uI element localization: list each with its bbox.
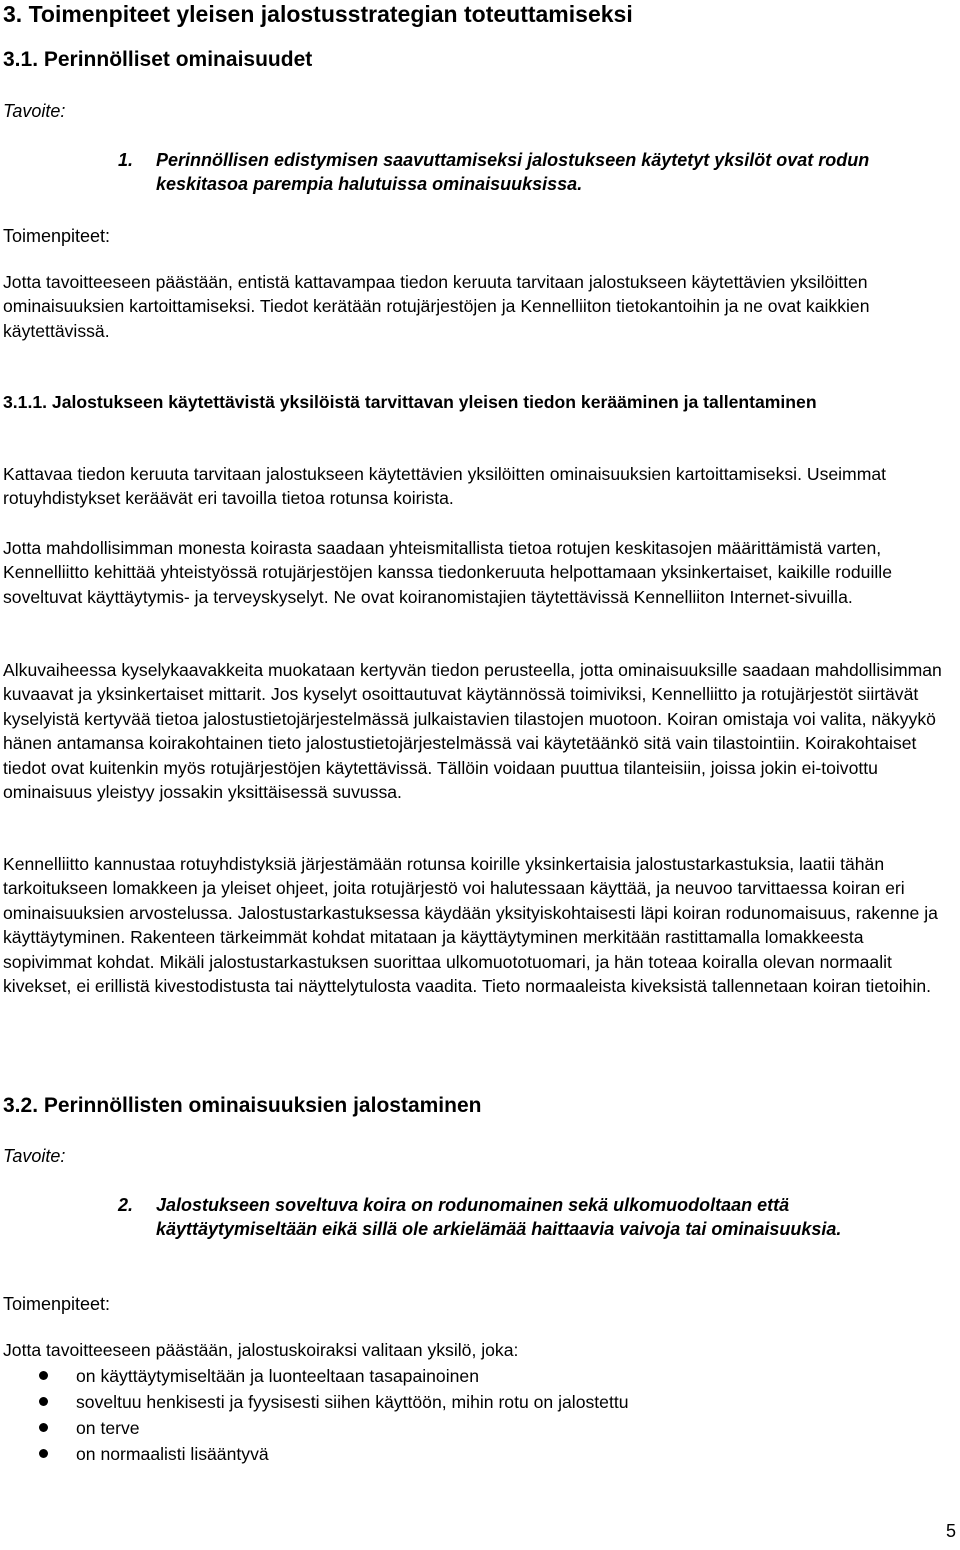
bullet-icon <box>39 1397 48 1406</box>
goal-label: Tavoite: <box>3 1146 66 1166</box>
paragraph: Jotta mahdollisimman monesta koirasta saadaan yhteismitallista tietoa rotujen keskitasojen määrittämistä varten, Kennelliitto kehittää yhteistyössä rotujärjestöjen kanssa tiedonkeruuta helpottamaan yksinkertaiset, kaikille roduille soveltuvat käyttäytymis- ja terveyskyselyt. Ne ovat koiranomistajien täytettävissä Kennelliiton Internet-sivuilla. <box>3 538 892 607</box>
goal-label: Tavoite: <box>3 101 66 121</box>
goal-number: 1. <box>118 150 134 170</box>
criteria-list <box>3 1363 953 1467</box>
list-item-text: on terve <box>76 1418 140 1438</box>
list-item-text: on käyttäytymiseltään ja luonteeltaan tasapainoinen <box>76 1366 479 1386</box>
subsection-heading-3-1-1: 3.1.1. Jalostukseen käytettävistä yksilöistä tarvittavan yleisen tiedon kerääminen ja tallentaminen <box>3 392 817 412</box>
paragraph: Kattavaa tiedon keruuta tarvitaan jalostukseen käytettävien yksilöitten ominaisuuksien kartoittamiseksi. Useimmat rotuyhdistykset keräävät eri tavoilla tietoa rotunsa koirista. <box>3 464 887 509</box>
list-item <box>3 1389 953 1415</box>
goal-item <box>118 148 948 196</box>
list-item <box>3 1441 953 1467</box>
measures-paragraph: Jotta tavoitteeseen päästään, entistä kattavampaa tiedon keruuta tarvitaan jalostukseen käytettävien yksilöitten ominaisuuksien kartoittamiseksi. Tiedot kerätään rotujärjestöjen ja Kennelliiton tietokantoihin ja ne ovat kaikkien käytettävissä. <box>3 272 870 341</box>
paragraph: Kennelliitto kannustaa rotuyhdistyksiä järjestämään rotunsa koirille yksinkertaisia jalostustarkastuksia, laatii tähän tarkoitukseen lomakkeen ja yleiset ohjeet, joita rotujärjestö voi halutessaan käyttää, ja neuvoo tarvittaessa koiran eri ominaisuuksien arvostelussa. Jalostustarkastuksessa käydään yksityiskohtaisesti läpi koiran rodunomaisuus, rakenne ja käyttäytyminen. Rakenteen tärkeimmät kohdat mitataan ja käyttäytyminen merkitään rastittamalla lomakkeesta sopivimmat kohdat. Mikäli jalostustarkastuksen suorittaa ulkomuototuomari, ja hän toteaa koiralla olevan normaalit kivekset, ei erillistä kivestodistusta tai näyttelytulosta vaadita. Tieto normaaleista kiveksistä tallennetaan koiran tietoihin. <box>3 854 938 997</box>
goal-text: Perinnöllisen edistymisen saavuttamiseksi jalostukseen käytetyt yksilöt ovat rodun keskitasoa parempia halutuissa ominaisuuksissa. <box>156 150 870 194</box>
measures-intro: Jotta tavoitteeseen päästään, jalostuskoiraksi valitaan yksilö, joka: <box>3 1340 519 1360</box>
list-item-text: soveltuu henkisesti ja fyysisesti siihen käyttöön, mihin rotu on jalostettu <box>76 1392 629 1412</box>
goal-number: 2. <box>118 1195 134 1215</box>
list-item <box>3 1363 953 1389</box>
goal-item <box>118 1193 948 1241</box>
bullet-icon <box>39 1449 48 1458</box>
page-number: 5 <box>945 1521 956 1541</box>
paragraph: Alkuvaiheessa kyselykaavakkeita muokataan kertyvän tiedon perusteella, jotta ominaisuuksille saadaan mahdollisimman kuvaavat ja yksinkertaiset mittarit. Jos kyselyt osoittautuvat käytännössä toimiviksi, Kennelliitto ja rotujärjestöt siirtävät kyselyistä kertyvää tietoa jalostustietojärjestelmässä julkaistavien tilastojen muotoon. Koiran omistaja voi valita, näkyykö hänen antamansa koirakohtainen tieto jalostustietojärjestelmässä vai käytetäänkö sitä vain tilastointiin. Koirakohtaiset tiedot ovat kuitenkin myös rotujärjestöjen käytettävissä. Tällöin voidaan puuttua tilanteisiin, joissa jokin ei-toivottu ominaisuus yleistyy jossakin yksittäisessä suvussa. <box>3 660 942 803</box>
goal-text: Jalostukseen soveltuva koira on rodunomainen sekä ulkomuodoltaan että käyttäytymiseltään eikä sillä ole arkielämää haittaavia vaivoja tai ominaisuuksia. <box>156 1195 842 1239</box>
bullet-icon <box>39 1371 48 1380</box>
list-item-text: on normaalisti lisääntyvä <box>76 1444 269 1464</box>
measures-label: Toimenpiteet: <box>3 226 111 246</box>
page-heading: 3. Toimenpiteet yleisen jalostusstrategian toteuttamiseksi <box>3 1 633 27</box>
bullet-icon <box>39 1423 48 1432</box>
section-heading-3-2: 3.2. Perinnöllisten ominaisuuksien jalostaminen <box>3 1094 482 1117</box>
section-heading-3-1: 3.1. Perinnölliset ominaisuudet <box>3 48 313 71</box>
measures-label: Toimenpiteet: <box>3 1294 111 1314</box>
list-item <box>3 1415 953 1441</box>
